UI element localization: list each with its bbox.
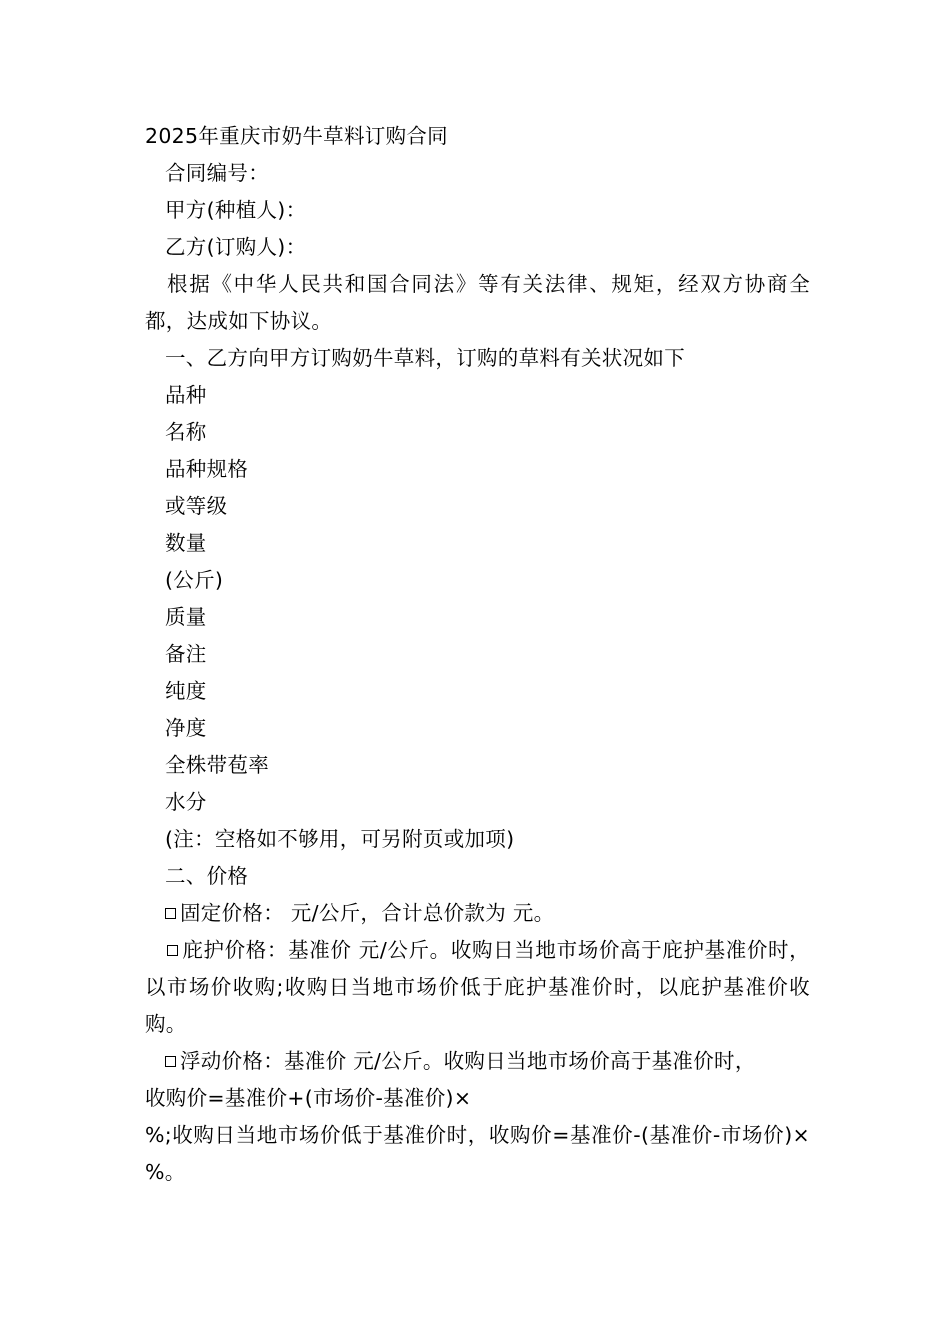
checkbox-icon (165, 908, 176, 919)
table-item: (公斤) (165, 568, 224, 592)
party-a-field: 甲方(种植人)： (165, 198, 307, 222)
document-body (145, 118, 810, 1191)
table-item: 水分 (165, 790, 207, 814)
table-item: 质量 (165, 605, 207, 629)
float-price-text: 浮动价格：基准价 元/公斤。收购日当地市场价高于基准价时， (180, 1049, 756, 1073)
table-item: 品种规格 (165, 457, 249, 481)
checkbox-icon (167, 945, 178, 956)
table-item: 数量 (165, 531, 207, 555)
checkbox-icon (165, 1056, 176, 1067)
document-title: 2025年重庆市奶牛草料订购合同 (145, 124, 448, 148)
table-note: (注：空格如不够用，可另附页或加项) (165, 827, 515, 851)
basis-paragraph: 根据《中华人民共和国合同法》等有关法律、规矩，经双方协商全都，达成如下协议。 (145, 272, 810, 333)
clause-1-heading: 一、乙方向甲方订购奶牛草料，订购的草料有关状况如下 (165, 346, 685, 370)
protect-price-text: 庇护价格：基准价 元/公斤。收购日当地市场价高于庇护基准价时，以市场价收购;收购日当地市场价低于庇护基准价时，以庇护基准价收购。 (145, 938, 810, 1036)
table-item: 名称 (165, 420, 207, 444)
fixed-price-option (145, 895, 810, 932)
float-price-formula: 收购价=基准价+(市场价-基准价)× (145, 1086, 472, 1110)
table-item: 品种 (165, 383, 207, 407)
table-item: 净度 (165, 716, 207, 740)
table-item: 备注 (165, 642, 207, 666)
contract-number-field: 合同编号： (165, 161, 269, 185)
table-item: 纯度 (165, 679, 207, 703)
party-b-field: 乙方(订购人)： (165, 235, 307, 259)
float-price-formula-cont: %;收购日当地市场价低于基准价时，收购价=基准价-(基准价-市场价)× %。 (145, 1123, 810, 1184)
table-item: 全株带苞率 (165, 753, 269, 777)
table-item: 或等级 (165, 494, 228, 518)
clause-2-heading: 二、价格 (165, 864, 249, 888)
float-price-option (145, 1043, 810, 1080)
fixed-price-text: 固定价格： 元/公斤，合计总价款为 元。 (180, 901, 555, 925)
protect-price-option (145, 932, 810, 1043)
